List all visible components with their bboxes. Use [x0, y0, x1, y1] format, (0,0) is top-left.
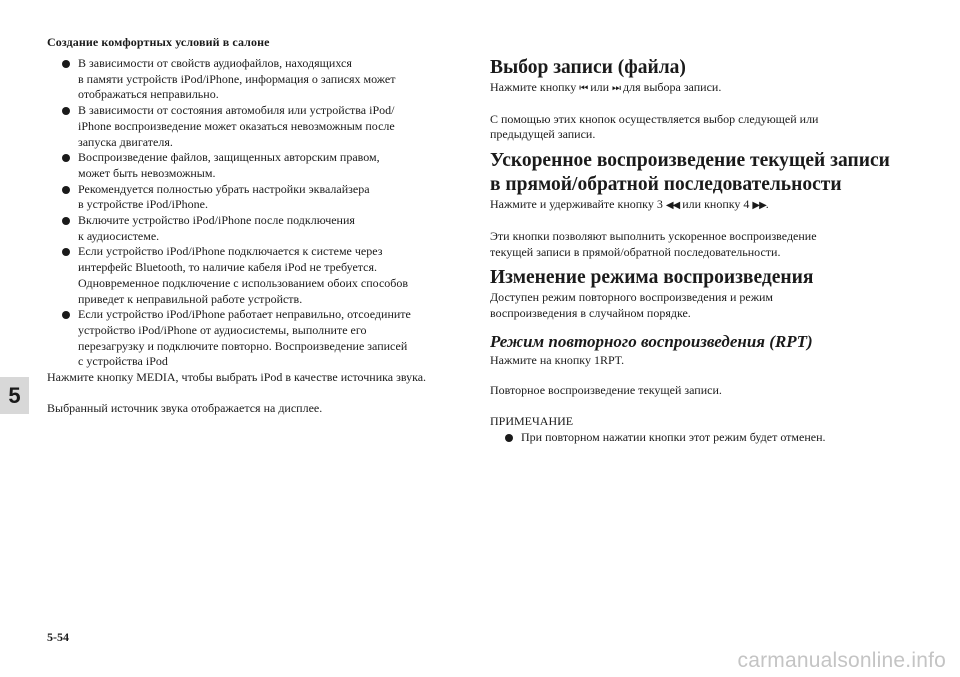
track-select-instruction: Нажмите кнопку ⏮ или ⏭ для выбора записи. [490, 80, 722, 94]
bullet-item-1: В зависимости от свойств аудиофайлов, находящихся в памяти устройств iPod/iPhone, информация о записях может отображаться неправильно. [47, 56, 462, 103]
rewind-icon: ◀◀ [665, 200, 680, 212]
repeat-description: Повторное воспроизведение текущей записи. [490, 383, 722, 398]
page-number: 5-54 [47, 630, 69, 644]
running-header: Создание комфортных условий в салоне [47, 35, 270, 49]
chapter-number: 5 [8, 382, 21, 408]
left-column [47, 56, 462, 416]
repeat-instruction: Нажмите на кнопку 1RPT. [490, 352, 625, 367]
fast-play-description: Эти кнопки позволяют выполнить ускоренное воспроизведение текущей записи в прямой/обратной последовательности. [490, 228, 817, 259]
play-mode-description: Доступен режим повторного воспроизведения и режим воспроизведения в случайном порядке. [490, 290, 774, 320]
bullet-item-6: Если устройство iPod/iPhone подключается к системе через интерфейс Bluetooth, то наличие кабеля iPod не требуется. Одновременное подключение с использованием обоих способов приведет к неправильной работе устройств. [47, 244, 462, 307]
previous-track-icon: ⏮ [579, 83, 588, 94]
section-title-fast-play: Ускоренное воспроизведение текущей записи в прямой/обратной последовательности [490, 150, 890, 196]
fast-play-instruction: Нажмите и удерживайте кнопку 3 ◀◀ или кнопку 4 ▶▶. [490, 197, 769, 212]
track-select-description: С помощью этих кнопок осуществляется выбор следующей или предыдущей записи. [490, 111, 819, 142]
note-list [490, 430, 910, 446]
bullet-item-4: Рекомендуется полностью убрать настройки эквалайзера в устройстве iPod/iPhone. [47, 182, 462, 213]
note-label: ПРИМЕЧАНИЕ [490, 414, 574, 429]
note-item: При повторном нажатии кнопки этот режим будет отменен. [490, 430, 910, 446]
next-track-icon: ⏭ [612, 83, 621, 94]
section-title-repeat-mode: Режим повторного воспроизведения (RPT) [490, 331, 813, 351]
fast-forward-icon: ▶▶ [752, 200, 766, 212]
section-title-track-select: Выбор записи (файла) [490, 57, 686, 78]
bullet-item-2: В зависимости от состояния автомобиля или устройства iPod/ iPhone воспроизведение может оказаться невозможным после запуска двигателя. [47, 103, 462, 150]
bullet-item-3: Воспроизведение файлов, защищенных авторским правом, может быть невозможным. [47, 150, 462, 181]
watermark: carmanualsonline.info [737, 649, 946, 672]
right-column [490, 56, 910, 445]
notes-bullet-list [47, 56, 462, 370]
section-title-play-mode: Изменение режима воспроизведения [490, 267, 814, 289]
display-note: Выбранный источник звука отображается на дисплее. [47, 400, 323, 415]
bullet-item-5: Включите устройство iPod/iPhone после подключения к аудиосистеме. [47, 213, 462, 244]
media-instruction: Нажмите кнопку MEDIA, чтобы выбрать iPod в качестве источника звука. [47, 370, 427, 385]
chapter-tab [0, 377, 29, 414]
bullet-item-7: Если устройство iPod/iPhone работает неправильно, отсоедините устройство iPod/iPhone от аудиосистемы, выполните его перезагрузку и подключите повторно. Воспроизведение записей с устройства iPod [47, 307, 462, 370]
